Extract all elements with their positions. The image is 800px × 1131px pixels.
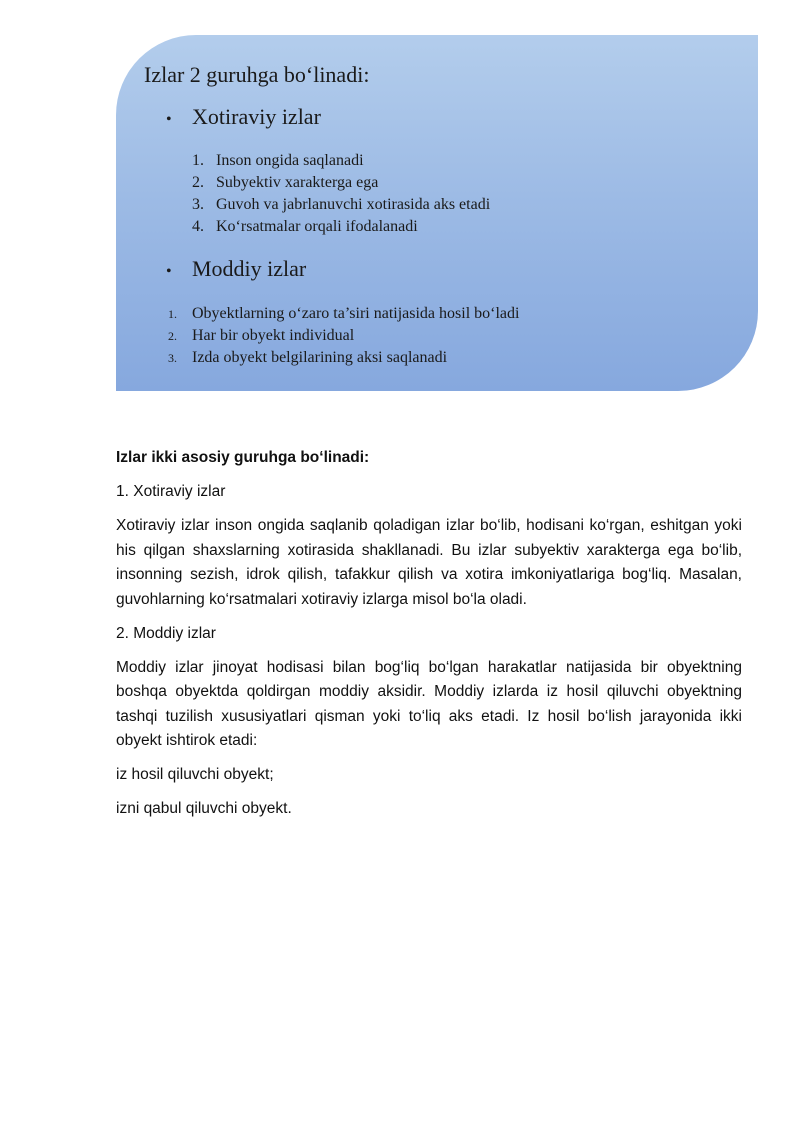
group-label: Xotiraviy izlar: [192, 104, 321, 129]
item-text: Ko‘rsatmalar orqali ifodalanadi: [216, 218, 418, 235]
memory-traces-list: [144, 150, 758, 238]
list-item: [192, 216, 758, 238]
item-text: Inson ongida saqlanadi: [216, 152, 364, 169]
item-number: 2.: [168, 329, 177, 343]
item-number: 2.: [192, 174, 204, 191]
material-traces-list: [144, 303, 758, 369]
list-item: [168, 325, 758, 347]
section2-title: 2. Moddiy izlar: [116, 624, 216, 642]
item-number: 3.: [168, 351, 177, 365]
item-text: Subyektiv xarakterga ega: [216, 174, 379, 191]
list-item: [192, 194, 758, 216]
list-line: izni qabul qiluvchi obyekt.: [116, 800, 292, 817]
item-number: 4.: [192, 218, 204, 235]
group-heading-material: [166, 255, 758, 286]
item-text: Izda obyekt belgilarining aksi saqlanadi: [192, 349, 448, 366]
item-number: 3.: [192, 196, 204, 213]
section1-title: 1. Xotiraviy izlar: [116, 483, 226, 500]
section1-paragraph: Xotiraviy izlar inson ongida saqlanib qoladigan izlar bo‘lib, hodisani ko‘rgan, eshitgan yoki his qilgan shaxslarning xotirasida shakllanadi. Bu izlar subyektiv xarakterga ega bo‘lib, insonning sezish, idrok qilish, tafakkur qilish va xotira imkoniyatlariga bog‘liq. Masalan, guvohlarning ko‘rsatmalari xotiraviy izlarga misol bo‘la oladi.: [116, 517, 742, 608]
item-number: 1.: [192, 152, 204, 169]
bullet-icon: •: [166, 111, 172, 128]
bullet-icon: •: [166, 263, 172, 280]
summary-panel: [116, 35, 758, 391]
group-label: Moddiy izlar: [192, 256, 307, 281]
list-line: iz hosil qiluvchi obyekt;: [116, 766, 274, 783]
list-item: [168, 303, 758, 325]
item-text: Har bir obyekt individual: [192, 327, 355, 344]
item-text: Guvoh va jabrlanuvchi xotirasida aks etadi: [216, 196, 491, 213]
list-item: [192, 172, 758, 194]
section2-paragraph: Moddiy izlar jinoyat hodisasi bilan bog‘liq bo‘lgan harakatlar natijasida bir obyektning boshqa obyektda qoldirgan moddiy aksidir. Moddiy izlarda iz hosil qiluvchi obyektning tashqi tuzilish xususiyatlari qisman yoki to‘liq aks etadi. Iz hosil bo‘lish jarayonida ikki obyekt ishtirok etadi:: [116, 658, 742, 749]
list-item: [168, 347, 758, 369]
panel-title: Izlar 2 guruhga bo‘linadi:: [144, 62, 370, 87]
section-heading: Izlar ikki asosiy guruhga bo‘linadi:: [116, 449, 370, 466]
item-number: 1.: [168, 307, 177, 321]
item-text: Obyektlarning o‘zaro ta’siri natijasida hosil bo‘ladi: [192, 305, 520, 322]
group-heading-memory: [166, 103, 758, 134]
body-text: [116, 446, 742, 831]
list-item: [192, 150, 758, 172]
